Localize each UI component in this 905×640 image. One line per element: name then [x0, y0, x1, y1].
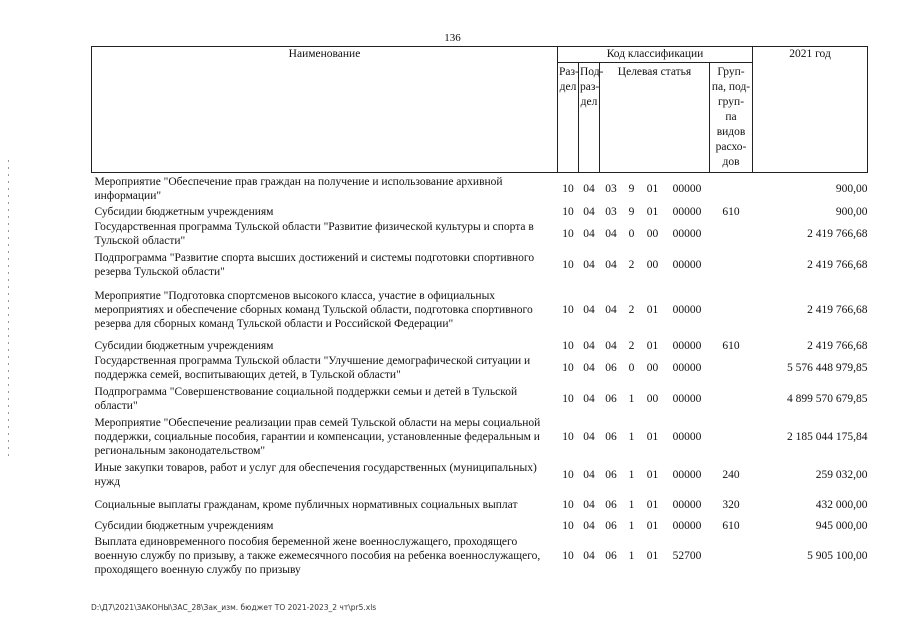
- row-target-2: 1: [628, 430, 635, 443]
- row-name: Субсидии бюджетным учреждениям: [94, 206, 274, 218]
- row-target-1: 06: [605, 549, 617, 562]
- row-podrazdel: 04: [583, 228, 595, 240]
- row-target-1: 04: [605, 303, 617, 316]
- table-row: [92, 491, 868, 519]
- table-body: [92, 173, 868, 578]
- row-name: Мероприятие "Обеспечение реализации прав семей Тульской области на меры социальной поддержки, социальные пособия, гарантии и компенсации, установленные федеральным и региональным законодательством": [94, 416, 541, 457]
- row-razdel: 10: [562, 228, 574, 240]
- row-name: Подпрограмма "Развитие спорта высших достижений и системы подготовки спортивного резерва Тульской области": [94, 251, 535, 278]
- row-target-3: 01: [646, 549, 659, 562]
- header-podrazdel: Под- раз- дел: [579, 63, 600, 173]
- header-target: Целевая статья: [600, 63, 710, 173]
- row-target-1: 03: [605, 182, 617, 195]
- row-target-2: 1: [628, 498, 635, 511]
- row-razdel: 10: [562, 206, 574, 218]
- row-razdel: 10: [562, 468, 574, 481]
- table-row: [92, 459, 868, 491]
- row-razdel: 10: [562, 258, 574, 271]
- row-target-2: 1: [628, 468, 635, 481]
- row-target-2: 9: [628, 182, 635, 195]
- header-group: Груп- па, под- груп- па видов расхо- дов: [710, 63, 753, 173]
- row-target-2: 1: [628, 520, 635, 532]
- row-group: 610: [722, 206, 740, 218]
- row-group: 240: [722, 468, 740, 481]
- row-podrazdel: 04: [583, 362, 595, 374]
- row-podrazdel: 04: [583, 340, 595, 352]
- table-row: [92, 383, 868, 415]
- row-name: Иные закупки товаров, работ и услуг для обеспечения государственных (муниципальных) нужд: [94, 461, 537, 488]
- table-row: [92, 354, 868, 383]
- table-row: [92, 281, 868, 339]
- row-group: [710, 249, 753, 281]
- row-name: Субсидии бюджетным учреждениям: [94, 520, 274, 532]
- row-amount: 5 576 448 979,85: [787, 362, 868, 374]
- table-row: [92, 519, 868, 534]
- row-group: [710, 220, 753, 249]
- row-group: 610: [722, 340, 740, 352]
- row-razdel: 10: [562, 498, 574, 511]
- row-name: Субсидии бюджетным учреждениям: [94, 340, 274, 352]
- row-target-1: 06: [605, 498, 617, 511]
- row-razdel: 10: [562, 392, 574, 405]
- row-target-1: 06: [605, 520, 617, 532]
- row-target-4: 00000: [672, 362, 702, 374]
- row-podrazdel: 04: [583, 430, 595, 443]
- row-razdel: 10: [562, 362, 574, 374]
- table-row: [92, 173, 868, 205]
- row-podrazdel: 04: [583, 392, 595, 405]
- file-path-footer: D:\Д7\2021\ЗАКОНЫ\ЗАС_28\Зак_изм. бюджет ТО 2021-2023_2 чт\pr5.xls: [91, 603, 377, 612]
- row-amount: 2 419 766,68: [807, 228, 868, 240]
- budget-table: [91, 46, 868, 578]
- row-target-3: 01: [646, 340, 659, 352]
- margin-dots: [8, 160, 9, 460]
- row-target-1: 06: [605, 392, 617, 405]
- row-amount: 2 419 766,68: [807, 303, 868, 316]
- row-target-4: 00000: [672, 303, 702, 316]
- table-row: [92, 415, 868, 459]
- row-amount: 432 000,00: [815, 498, 868, 511]
- row-amount: 2 419 766,68: [807, 340, 868, 352]
- row-target-4: 52700: [672, 549, 702, 562]
- row-podrazdel: 04: [583, 468, 595, 481]
- row-podrazdel: 04: [583, 498, 595, 511]
- row-target-3: 00: [646, 258, 659, 271]
- row-target-3: 01: [646, 303, 659, 316]
- row-target-3: 01: [646, 520, 659, 532]
- row-amount: 900,00: [835, 182, 868, 195]
- row-razdel: 10: [562, 340, 574, 352]
- row-target-1: 06: [605, 430, 617, 443]
- row-target-4: 00000: [672, 206, 702, 218]
- row-target-1: 06: [605, 468, 617, 481]
- row-target-2: 2: [628, 303, 635, 316]
- row-name: Выплата единовременного пособия беременной жене военнослужащего, проходящего военную службу по призыву, а также ежемесячного пособия на ребенка военнослужащего, проходящего военную службу по призыву: [94, 535, 541, 576]
- row-target-3: 01: [646, 468, 659, 481]
- table-row: [92, 205, 868, 220]
- row-amount: 945 000,00: [815, 520, 868, 532]
- row-group: [710, 534, 753, 578]
- row-razdel: 10: [562, 430, 574, 443]
- row-target-3: 00: [646, 228, 659, 240]
- row-group: 320: [722, 498, 740, 511]
- row-group: [710, 281, 753, 339]
- row-amount: 4 899 570 679,85: [787, 392, 868, 405]
- row-target-3: 00: [646, 392, 659, 405]
- row-amount: 5 905 100,00: [807, 549, 868, 562]
- row-podrazdel: 04: [583, 520, 595, 532]
- table-row: [92, 249, 868, 281]
- row-target-2: 0: [628, 362, 635, 374]
- row-target-1: 06: [605, 362, 617, 374]
- row-group: [710, 354, 753, 383]
- row-target-1: 04: [605, 258, 617, 271]
- row-target-2: 2: [628, 340, 635, 352]
- row-target-4: 00000: [672, 430, 702, 443]
- page-number: 136: [444, 32, 461, 44]
- row-razdel: 10: [562, 520, 574, 532]
- row-target-4: 00000: [672, 182, 702, 195]
- row-podrazdel: 04: [583, 182, 595, 195]
- row-amount: 2 419 766,68: [807, 258, 868, 271]
- row-group: [710, 173, 753, 205]
- table-row: [92, 339, 868, 354]
- row-group: [710, 383, 753, 415]
- row-group: [710, 415, 753, 459]
- row-amount: 259 032,00: [815, 468, 868, 481]
- row-target-2: 1: [628, 549, 635, 562]
- row-name: Подпрограмма "Совершенствование социальной поддержки семьи и детей в Тульской области": [94, 385, 518, 412]
- row-podrazdel: 04: [583, 303, 595, 316]
- row-target-3: 00: [646, 362, 659, 374]
- header-code: Код классификации: [558, 47, 753, 63]
- row-target-4: 00000: [672, 228, 702, 240]
- row-target-1: 04: [605, 340, 617, 352]
- row-target-3: 01: [646, 206, 659, 218]
- row-group: 610: [722, 520, 740, 532]
- row-target-4: 00000: [672, 258, 702, 271]
- row-name: Мероприятие "Обеспечение прав граждан на получение и использование архивной информации": [94, 175, 503, 202]
- row-target-1: 04: [605, 228, 617, 240]
- row-target-4: 00000: [672, 340, 702, 352]
- row-razdel: 10: [562, 549, 574, 562]
- row-target-2: 2: [628, 258, 635, 271]
- row-amount: 900,00: [835, 206, 868, 218]
- row-name: Социальные выплаты гражданам, кроме публичных нормативных социальных выплат: [94, 498, 518, 511]
- row-target-4: 00000: [672, 520, 702, 532]
- header-razdel: Раз- дел: [558, 63, 579, 173]
- row-razdel: 10: [562, 182, 574, 195]
- row-target-4: 00000: [672, 468, 702, 481]
- row-podrazdel: 04: [583, 206, 595, 218]
- header-year: 2021 год: [753, 47, 868, 173]
- row-target-4: 00000: [672, 392, 702, 405]
- table-row: [92, 220, 868, 249]
- header-name: Наименование: [92, 47, 558, 173]
- row-target-2: 0: [628, 228, 635, 240]
- row-name: Государственная программа Тульской области "Улучшение демографической ситуации и поддержка семей, воспитывающих детей, в Тульской области": [94, 355, 531, 381]
- row-amount: 2 185 044 175,84: [787, 430, 868, 443]
- row-target-2: 9: [628, 206, 635, 218]
- row-podrazdel: 04: [583, 258, 595, 271]
- row-razdel: 10: [562, 303, 574, 316]
- row-name: Государственная программа Тульской области "Развитие физической культуры и спорта в Тульской области": [94, 221, 534, 247]
- row-podrazdel: 04: [583, 549, 595, 562]
- row-target-1: 03: [605, 206, 617, 218]
- row-target-3: 01: [646, 430, 659, 443]
- row-target-2: 1: [628, 392, 635, 405]
- row-target-3: 01: [646, 182, 659, 195]
- row-name: Мероприятие "Подготовка спортсменов высокого класса, участие в официальных мероприятиях и обеспечение сборных команд Тульской области, подготовка спортивного резерва для сборных команд Тульской области и Российской Федерации": [94, 289, 533, 330]
- table-row: [92, 534, 868, 578]
- row-target-3: 01: [646, 498, 659, 511]
- row-target-4: 00000: [672, 498, 702, 511]
